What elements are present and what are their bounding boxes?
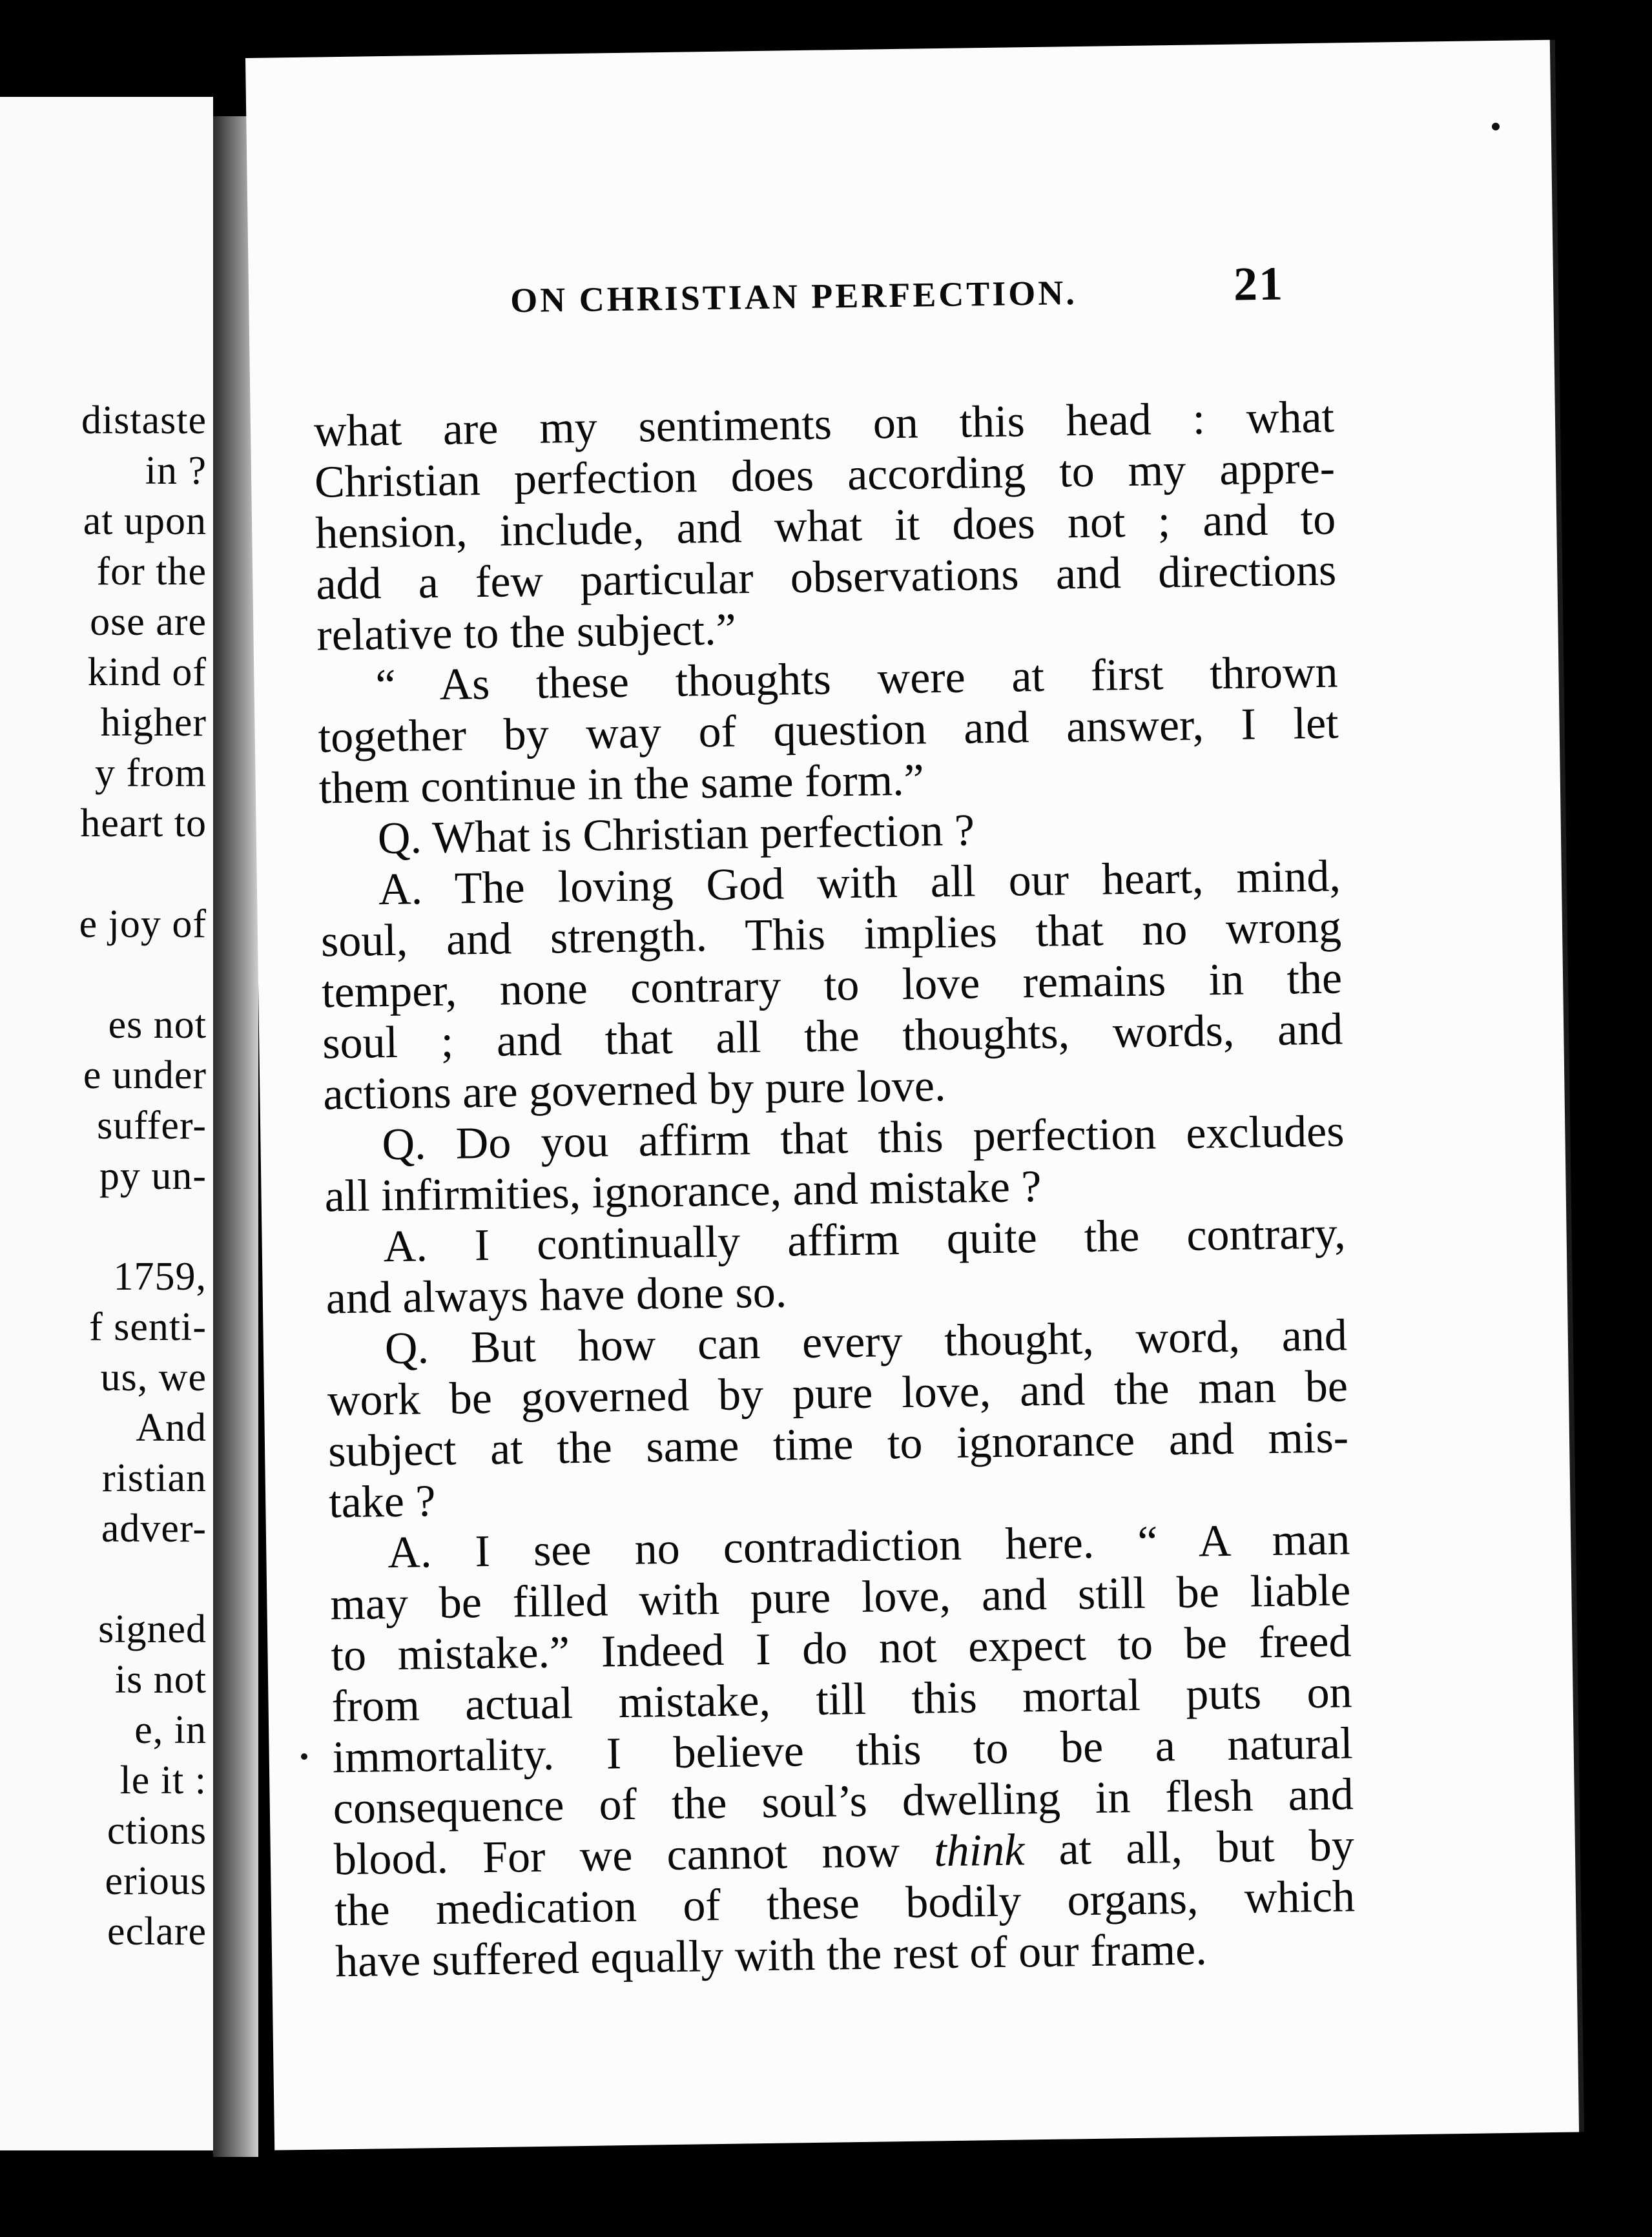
text-line: all infirmities, ignorance, and mistake ?: [324, 1161, 1042, 1222]
left-page-line: ose are: [90, 600, 207, 644]
text-line: Christian perfection does according to my appre-: [314, 443, 1336, 508]
text-line: take ?: [328, 1476, 436, 1528]
left-page-line: at upon: [83, 499, 207, 543]
body-text: [314, 392, 1356, 1988]
text-line: to mistake.” Indeed I do not expect to be freed: [331, 1616, 1352, 1681]
left-page-line: ctions: [107, 1809, 207, 1853]
left-page-line: us, we: [100, 1356, 207, 1399]
text-line: from actual mistake, till this mortal puts on: [331, 1667, 1353, 1732]
text-line: add a few particular observations and directions: [315, 545, 1337, 610]
text-line: have suffered equally with the rest of our frame.: [335, 1924, 1208, 1987]
text-line-part: at all, but by: [1024, 1820, 1355, 1875]
text-line: work be governed by pure love, and the man be: [327, 1361, 1348, 1426]
text-line: consequence of the soul’s dwelling in flesh and: [333, 1769, 1354, 1834]
text-line: A. I continually affirm quite the contrary,: [383, 1208, 1347, 1272]
left-page-line: le it :: [119, 1758, 207, 1802]
margin-speck: [301, 1753, 307, 1760]
left-page-line: py un-: [99, 1154, 207, 1198]
text-line: relative to the subject.”: [316, 604, 737, 661]
italic-word: think: [933, 1825, 1025, 1877]
margin-speck: [1492, 123, 1500, 130]
left-page-line: heart to: [80, 801, 207, 845]
left-page-line: e under: [83, 1053, 207, 1097]
left-page-line: y from: [94, 751, 207, 795]
text-line: what are my sentiments on this head : what: [313, 392, 1335, 457]
left-page-line: higher: [100, 701, 207, 745]
text-line: them continue in the same form.”: [318, 755, 925, 814]
text-line: temper, none contrary to love remains in the: [321, 953, 1343, 1018]
text-line: hension, include, and what it does not ; and to: [315, 494, 1336, 559]
left-page-line: for the: [96, 550, 207, 593]
text-line: together by way of question and answer, I let: [318, 698, 1339, 763]
left-page-line: And: [136, 1406, 207, 1450]
left-page-line: e, in: [134, 1708, 207, 1752]
left-page-line: es not: [108, 1003, 207, 1047]
text-line: soul, and strength. This implies that no wrong: [320, 902, 1342, 967]
text-line: immortality. I believe this to be a natural: [332, 1718, 1354, 1783]
text-line: Q. But how can every thought, word, and: [384, 1310, 1348, 1374]
text-line: may be filled with pure love, and still be liable: [329, 1565, 1351, 1630]
left-page-line: eclare: [107, 1910, 207, 1954]
text-line: the medication of these bodily organs, which: [334, 1871, 1356, 1936]
left-page-line: e joy of: [79, 902, 207, 946]
left-page-line: ristian: [102, 1456, 207, 1500]
text-line: actions are governed by pure love.: [322, 1061, 946, 1120]
text-line: subject at the same time to ignorance and mis-: [327, 1412, 1349, 1477]
left-page-line: 1759,: [113, 1255, 207, 1299]
right-page: [245, 40, 1579, 2150]
page-header: [249, 257, 1553, 320]
left-page-line: suffer-: [97, 1104, 207, 1148]
text-line: and always have done so.: [325, 1267, 787, 1324]
left-page-line: adver-: [101, 1507, 207, 1551]
left-page-line: is not: [114, 1658, 207, 1702]
page-number: 21: [1233, 257, 1285, 311]
left-page-line: erious: [105, 1859, 207, 1903]
text-line: Q. What is Christian perfection ?: [377, 805, 975, 864]
left-page-line: in ?: [145, 449, 207, 493]
left-page: [0, 97, 213, 2150]
text-line: Q. Do you affirm that this perfection excludes: [381, 1106, 1345, 1170]
left-page-line: distaste: [81, 398, 207, 442]
left-page-line: f senti-: [89, 1305, 207, 1349]
text-line: soul ; and that all the thoughts, words, and: [322, 1004, 1343, 1069]
text-line: “ As these thoughts were at first thrown: [375, 647, 1338, 711]
text-line: A. I see no contradiction here. “ A man: [387, 1514, 1350, 1578]
left-page-line: signed: [98, 1607, 207, 1651]
running-head: ON CHRISTIAN PERFECTION.: [510, 273, 1078, 320]
left-page-line: kind of: [87, 650, 207, 694]
text-line: A. The loving God with all our heart, mind,: [378, 851, 1341, 915]
text-line-part: blood. For we cannot now: [333, 1826, 934, 1885]
